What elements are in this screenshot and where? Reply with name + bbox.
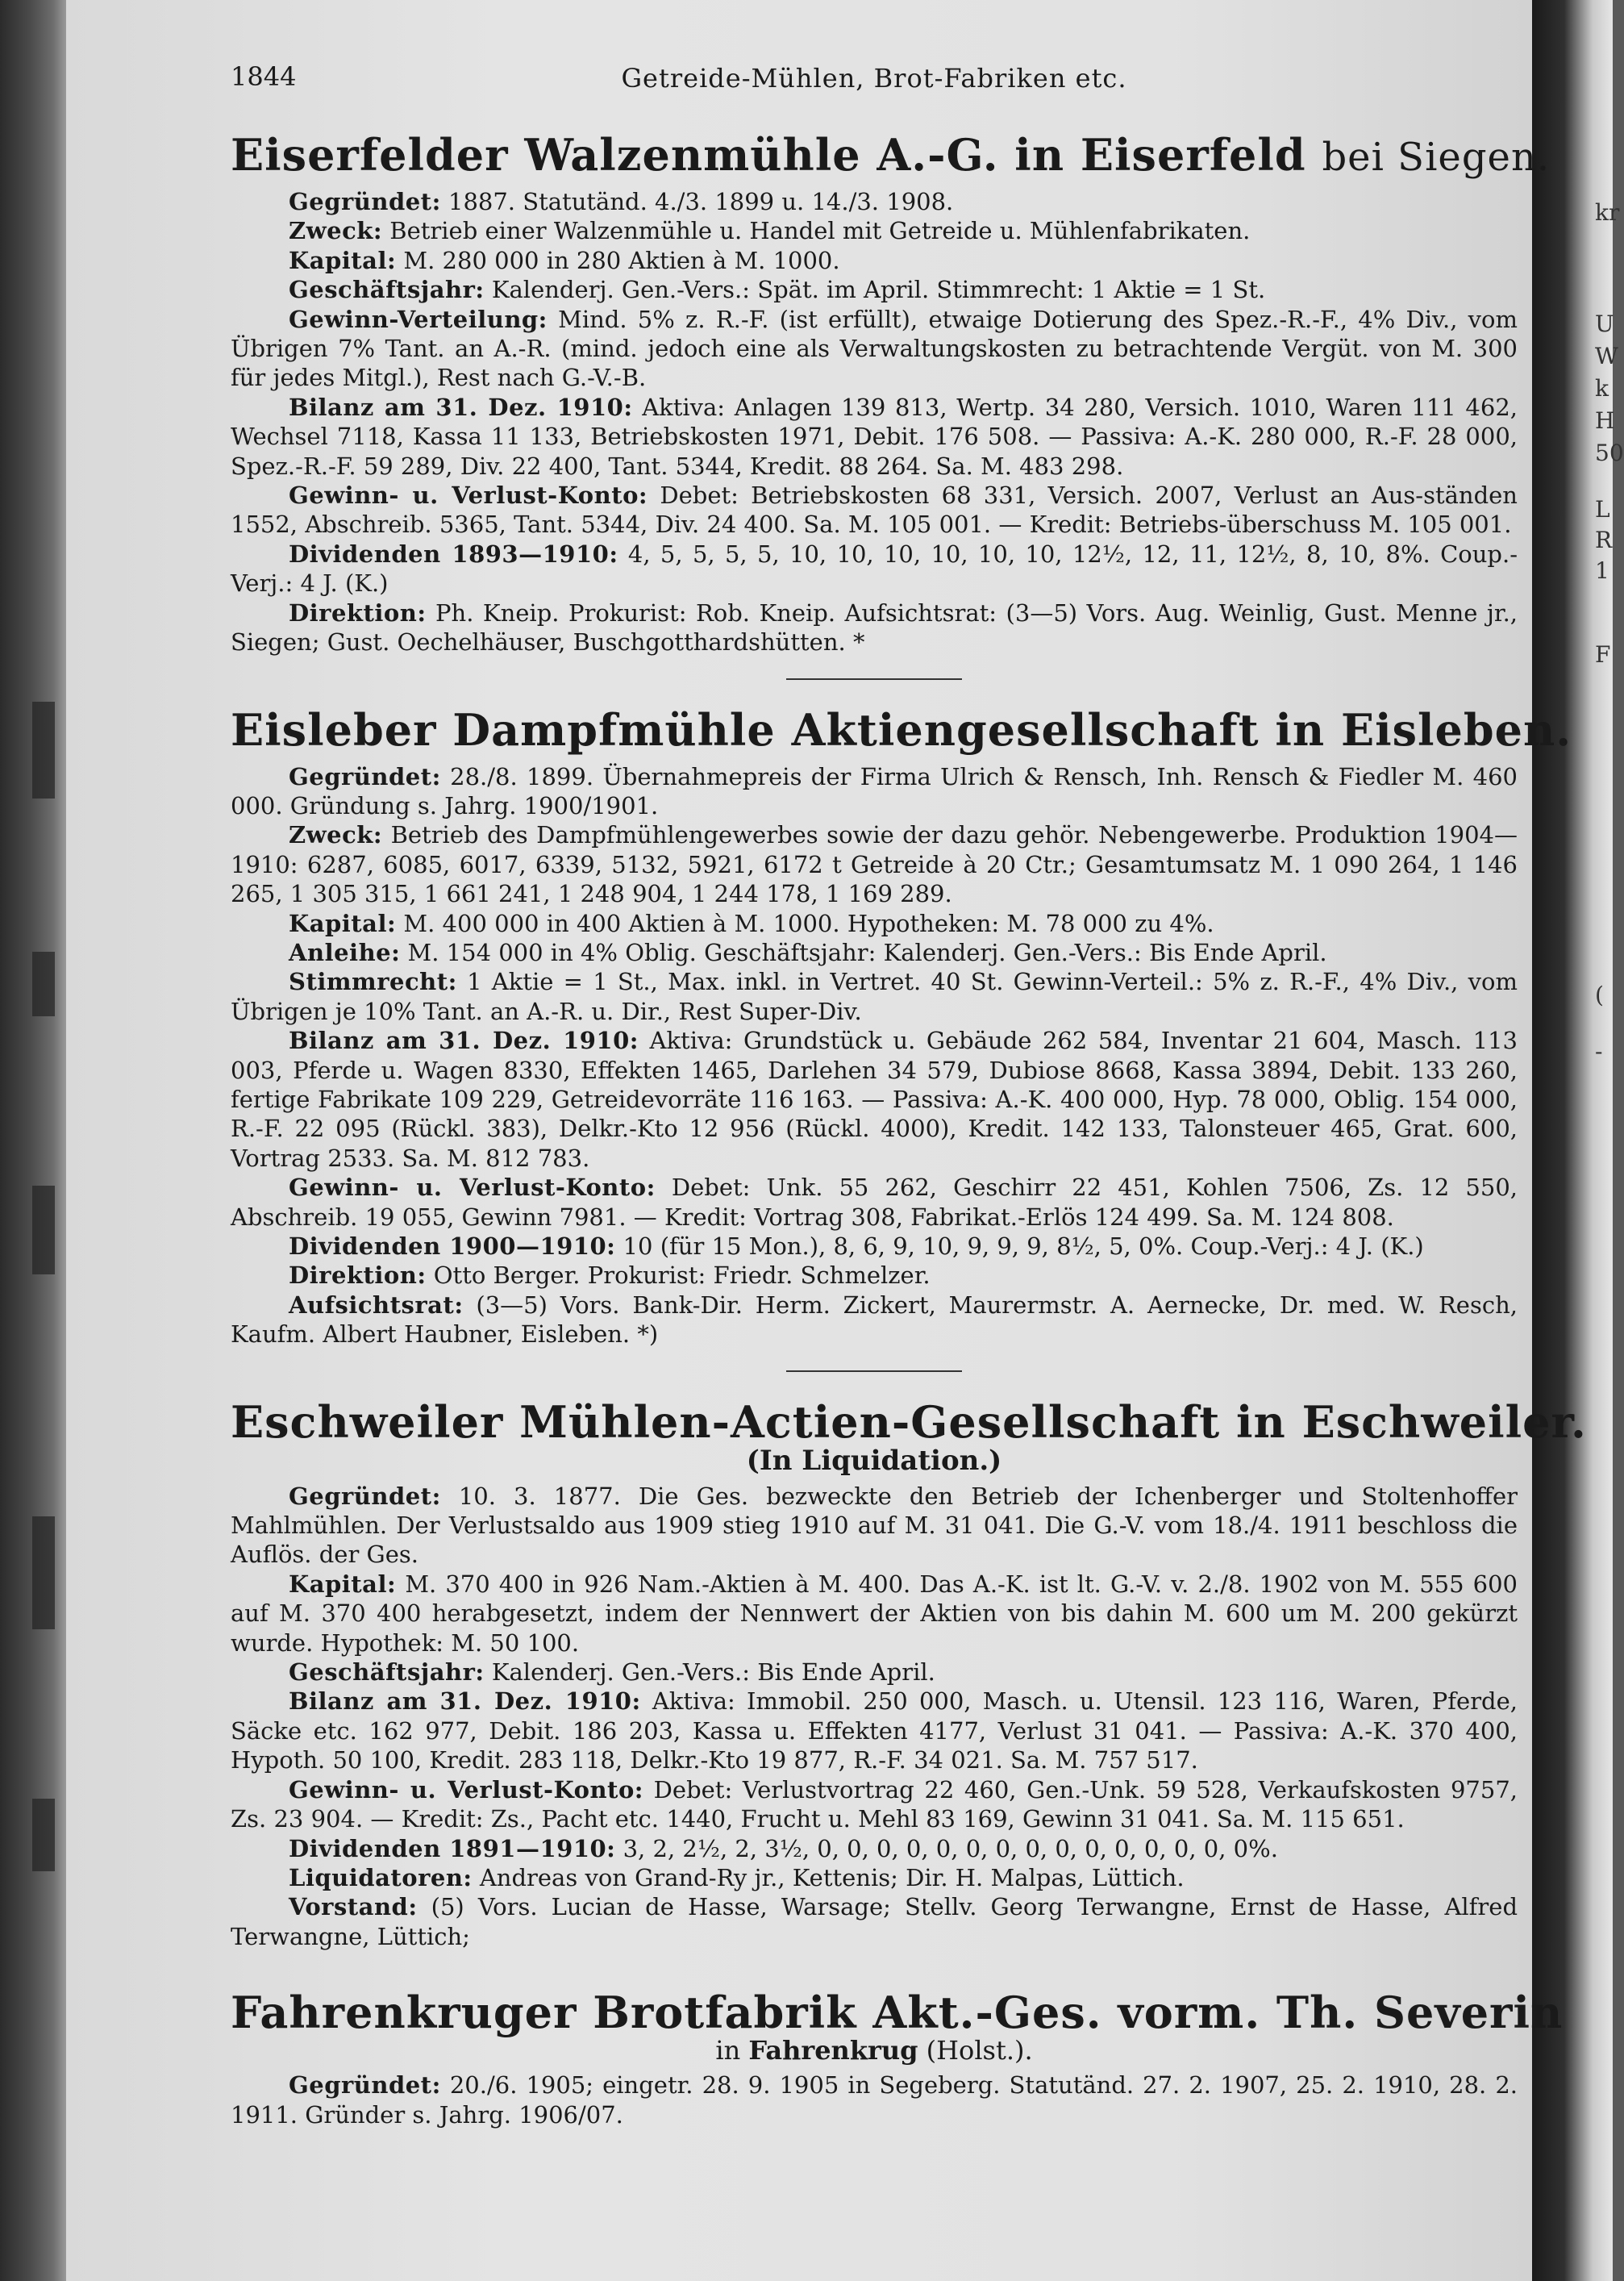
entry-capital: Kapital: M. 370 400 in 926 Nam.-Aktien à M. 400. Das A.-K. ist lt. G.-V. v. 2./8. 1902 von M. 555 600 auf M. 370 400 herabgesetzt, indem der Nennwert der Aktien von bis dahin M. 600 um M. 200 gekürzt wurde. Hypothek: M. 50 100. [231,1570,1518,1657]
entry-purpose: Zweck: Betrieb des Dampfmühlengewerbes sowie der dazu gehör. Nebengewerbe. Produktion 1904—1910: 6287, 6085, 6017, 6339, 5132, 5921, 6172 t Getreide à 20 Ctr.; Gesamtumsatz M. 1 090 264, 1 146 265, 1 305 315, 1 661 241, 1 248 904, 1 244 178, 1 169 289. [231,821,1518,908]
running-head [231,61,1518,106]
company-entry-eschweiler [231,1395,1587,1952]
binding-mark [32,952,55,1016]
company-title [231,129,1551,181]
entry-balance-sheet: Bilanz am 31. Dez. 1910: Aktiva: Anlagen 139 813, Wertp. 34 280, Versich. 1010, Waren 111 462, Wechsel 7118, Kassa 11 133, Betriebskosten 1971, Debit. 176 508. — Passiva: A.-K. 280 000, R.-F. 28 000, Spez.-R.-F. 59 289, Div. 22 400, Tant. 5344, Kredit. 88 264. Sa. M. 483 298. [231,393,1518,480]
adjacent-page-letter: 1 [1595,557,1609,584]
entry-dividends: Dividenden 1900—1910: 10 (für 15 Mon.), 8, 6, 9, 10, 9, 9, 9, 8½, 5, 0%. Coup.-Verj.: 4 J. (K.) [289,1232,1424,1260]
entry-dividends: Dividenden 1893—1910: 4, 5, 5, 5, 5, 10, 10, 10, 10, 10, 10, 12½, 12, 11, 12½, 8, 10, 8%. Coup.-Verj.: 4 J. (K.) [231,540,1518,598]
entry-fiscal-year: Geschäftsjahr: Kalenderj. Gen.-Vers.: Spät. im April. Stimmrecht: 1 Aktie = 1 St. [289,276,1266,304]
entry-profit-loss: Gewinn- u. Verlust-Konto: Debet: Verlustvortrag 22 460, Gen.-Unk. 59 528, Verkaufskosten 9757, Zs. 23 904. — Kredit: Zs., Pacht etc. 1440, Frucht u. Mehl 83 169, Gewinn 31 041. Sa. M. 115 651. [231,1775,1518,1833]
company-name: Eiserfelder Walzenmühle A.-G. in Eiserfeld [231,129,1306,181]
entry-balance-sheet: Bilanz am 31. Dez. 1910: Aktiva: Immobil. 250 000, Masch. u. Utensil. 123 116, Waren, Pferde, Säcke etc. 162 977, Debit. 186 203, Kassa u. Effekten 4177, Verlust 31 041. — Passiva: A.-K. 370 400, Hypoth. 50 100, Kredit. 283 118, Delkr.-Kto 19 877, R.-F. 34 021. Sa. M. 757 517. [231,1687,1518,1774]
company-title [231,1987,1564,2039]
adjacent-page-letter: U [1595,311,1614,337]
company-name: Eisleber Dampfmühle Aktiengesellschaft in Eisleben. [231,703,1572,756]
entry-profit-distribution: Gewinn-Verteilung: Mind. 5% z. R.-F. (ist erfüllt), etwaige Dotierung des Spez.-R.-F., 4% Div., vom Übrigen 7% Tant. an A.-R. (mind. jedoch eine als Verwaltungskosten zu betrachtende Vergüt. von M. 300 für jedes Mitgl.), Rest nach G.-V.-B. [231,305,1518,392]
section-divider [786,678,962,680]
entry-founded: Gegründet: 28./8. 1899. Übernahmepreis der Firma Ulrich & Rensch, Inh. Rensch & Fiedler M. 460 000. Gründung s. Jahrg. 1900/1901. [231,762,1518,819]
adjacent-page-letter: W [1595,343,1618,369]
company-location-suffix: bei Siegen. [1322,135,1551,180]
entry-fiscal-year: Geschäftsjahr: Kalenderj. Gen.-Vers.: Bis Ende April. [289,1658,935,1687]
binding-mark [32,1516,55,1629]
adjacent-page-letter: ( [1595,982,1604,1008]
entry-liquidators: Liquidatoren: Andreas von Grand-Ry jr., Kettenis; Dir. H. Malpas, Lüttich. [289,1863,1185,1891]
entry-loan: Anleihe: M. 154 000 in 4% Oblig. Geschäftsjahr: Kalenderj. Gen.-Vers.: Bis Ende April. [289,938,1327,966]
entry-capital: Kapital: M. 400 000 in 400 Aktien à M. 1000. Hypotheken: M. 78 000 zu 4%. [289,909,1214,937]
entry-balance-sheet: Bilanz am 31. Dez. 1910: Aktiva: Grundstück u. Gebäude 262 584, Inventar 21 604, Masch. 113 003, Pferde u. Wagen 8330, Effekten 1465, Darlehen 34 579, Dubiose 8668, Kassa 3894, Debit. 133 260, fertige Fabrikate 109 229, Getreidevorräte 116 163. — Passiva: A.-K. 400 000, Hyp. 78 000, Oblig. 154 000, R.-F. 22 095 (Rückl. 383), Delkr.-Kto 12 956 (Rückl. 4000), Kredit. 142 133, Talonsteuer 465, Grat. 600, Vortrag 2533. Sa. M. 812 783. [231,1027,1518,1172]
company-entry-fahrenkrug [231,1987,1564,2129]
entry-profit-loss: Gewinn- u. Verlust-Konto: Debet: Betriebskosten 68 331, Versich. 2007, Verlust an Aus-ständen 1552, Abschreib. 5365, Tant. 5344, Div. 24 400. Sa. M. 105 001. — Kredit: Betriebs-überschuss M. 105 001. [231,482,1518,539]
company-entry-eisleben [231,703,1572,1349]
running-title: Getreide-Mühlen, Brot-Fabriken etc. [621,63,1127,94]
entry-voting-right: Stimmrecht: 1 Aktie = 1 St., Max. inkl. in Vertret. 40 St. Gewinn-Verteil.: 5% z. R.-F., 4% Div., vom Übrigen je 10% Tant. an A.-R. u. Dir., Rest Super-Div. [231,968,1518,1025]
adjacent-page-letter: k [1595,375,1609,402]
entry-management: Direktion: Ph. Kneip. Prokurist: Rob. Kneip. Aufsichtsrat: (3—5) Vors. Aug. Weinlig, Gust. Menne jr., Siegen; Gust. Oechelhäuser, Buschgotthardshütten. * [231,598,1518,657]
entry-profit-loss: Gewinn- u. Verlust-Konto: Debet: Unk. 55 262, Geschirr 22 451, Kohlen 7506, Zs. 12 550, Abschreib. 19 055, Gewinn 7981. — Kredit: Vortrag 308, Fabrikat.-Erlös 124 499. Sa. M. 124 808. [231,1174,1518,1231]
binding-mark [32,1799,55,1871]
entry-purpose: Zweck: Betrieb einer Walzenmühle u. Handel mit Getreide u. Mühlenfabrikaten. [289,217,1251,245]
adjacent-page-letter: kr [1595,199,1620,226]
company-entry-eiserfeld [231,129,1551,657]
company-status: (In Liquidation.) [746,1444,1002,1477]
entry-supervisory-board: Aufsichtsrat: (3—5) Vors. Bank-Dir. Herm. Zickert, Maurermstr. A. Aernecke, Dr. med. W. Resch, Kaufm. Albert Haubner, Eisleben. *) [231,1291,1518,1349]
entry-board: Vorstand: (5) Vors. Lucian de Hasse, Warsage; Stellv. Georg Terwangne, Ernst de Hasse, Alfred Terwangne, Lüttich; [231,1893,1518,1950]
entry-capital: Kapital: M. 280 000 in 280 Aktien à M. 1000. [289,246,840,274]
company-name: Eschweiler Mühlen-Actien-Gesellschaft in Eschweiler. [231,1395,1587,1448]
company-name: Fahrenkruger Brotfabrik Akt.-Ges. vorm. Th. Severin [231,1987,1564,2039]
section-divider [786,1370,962,1372]
company-title [231,1395,1587,1448]
book-binding [0,0,66,2281]
entry-founded: Gegründet: 10. 3. 1877. Die Ges. bezweckte den Betrieb der Ichenberger und Stoltenhoffer Mahlmühlen. Der Verlustsaldo aus 1909 stieg 1910 auf M. 31 041. Die G.-V. vom 18./4. 1911 beschloss die Auflös. der Ges. [231,1482,1518,1569]
adjacent-page-letter: L [1595,496,1610,523]
entry-founded: Gegründet: 1887. Statutänd. 4./3. 1899 u. 14./3. 1908. [289,188,954,215]
binding-mark [32,702,55,799]
company-location: in Fahrenkrug (Holst.). [715,2035,1033,2066]
adjacent-page-letter: 50 [1595,440,1624,466]
adjacent-page-letter: F [1595,641,1611,668]
company-title [231,703,1572,756]
page-number: 1844 [231,61,297,92]
adjacent-page-letter: R [1595,527,1613,553]
page-content [231,61,1587,2129]
entry-management: Direktion: Otto Berger. Prokurist: Friedr. Schmelzer. [289,1261,931,1290]
binding-mark [32,1186,55,1274]
adjacent-page-letter: - [1595,1038,1603,1065]
entry-founded: Gegründet: 20./6. 1905; eingetr. 28. 9. 1905 in Segeberg. Statutänd. 27. 2. 1907, 25. 2. 1910, 28. 2. 1911. Gründer s. Jahrg. 1906/07. [231,2071,1518,2129]
entry-dividends: Dividenden 1891—1910: 3, 2, 2½, 2, 3½, 0, 0, 0, 0, 0, 0, 0, 0, 0, 0, 0, 0, 0, 0, 0%. [289,1834,1278,1862]
adjacent-page-letter: H [1595,407,1615,434]
